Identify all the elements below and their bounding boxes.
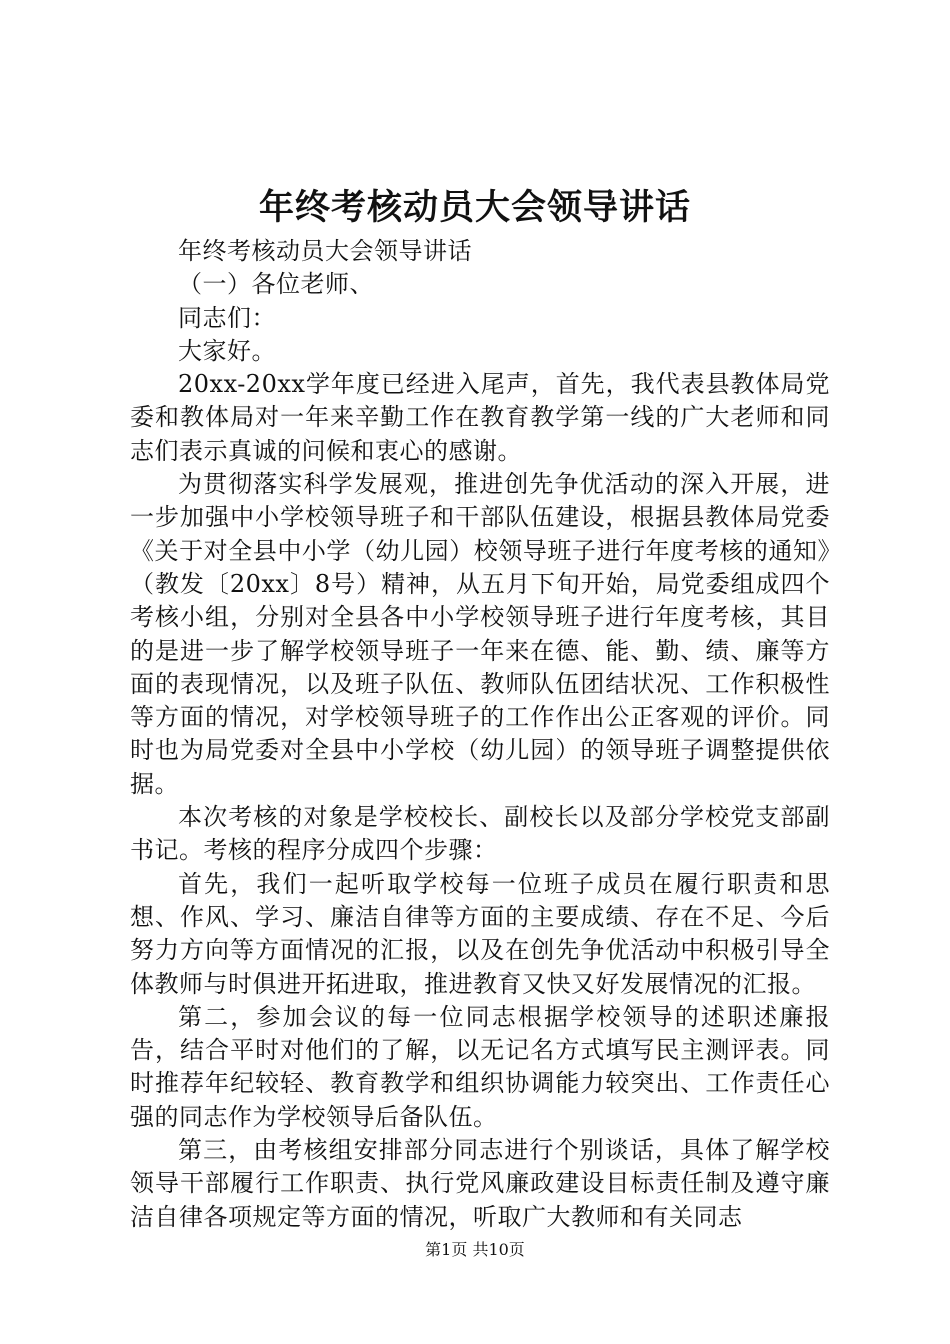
paragraph: 首先，我们一起听取学校每一位班子成员在履行职责和思想、作风、学习、廉洁自律等方面的主要成绩、存在不足、今后努力方向等方面情况的汇报，以及在创先争优活动中积极引导全体教师与时俱进开拓进取，推进教育又快又好发展情况的汇报。 [130,869,830,998]
paragraph: 第三，由考核组安排部分同志进行个别谈话，具体了解学校领导干部履行工作职责、执行党风廉政建设目标责任制及遵守廉洁自律各项规定等方面的情况，听取广大教师和有关同志 [130,1136,830,1231]
paragraph: 年终考核动员大会领导讲话 [178,237,472,265]
document-title: 年终考核动员大会领导讲话 [258,187,691,228]
paragraph: （一）各位老师、 [178,270,374,299]
paragraph: 为贯彻落实科学发展观，推进创先争优活动的深入开展，进一步加强中小学校领导班子和干部队伍建设，根据县教体局党委《关于对全县中小学（幼儿园）校领导班子进行年度考核的通知》（教发〔20xx〕8号）精神，从五月下旬开始，局党委组成四个考核小组，分别对全县各中小学校领导班子进行年度考核，其目的是进一步了解学校领导班子一年来在德、能、勤、绩、廉等方面的表现情况，以及班子队伍、教师队伍团结状况、工作积极性等方面的情况，对学校领导班子的工作作出公正客观的评价。同时也为局党委对全县中小学校（幼儿园）的领导班子调整提供依据。 [130,470,830,798]
page-footer: 第1页 共10页 [425,1240,525,1259]
paragraph: 20xx-20xx学年度已经进入尾声，首先，我代表县教体局党委和教体局对一年来辛勤工作在教育教学第一线的广大老师和同志们表示真诚的问候和衷心的感谢。 [130,370,830,465]
paragraph: 大家好。 [178,336,276,365]
document-body [130,235,830,1234]
paragraph: 本次考核的对象是学校校长、副校长以及部分学校党支部副书记。考核的程序分成四个步骤： [130,803,830,865]
paragraph: 第二，参加会议的每一位同志根据学校领导的述职述廉报告，结合平时对他们的了解，以无记名方式填写民主测评表。同时推荐年纪较轻、教育教学和组织协调能力较突出、工作责任心强的同志作为学校领导后备队伍。 [130,1002,830,1131]
paragraph: 同志们： [178,303,276,332]
